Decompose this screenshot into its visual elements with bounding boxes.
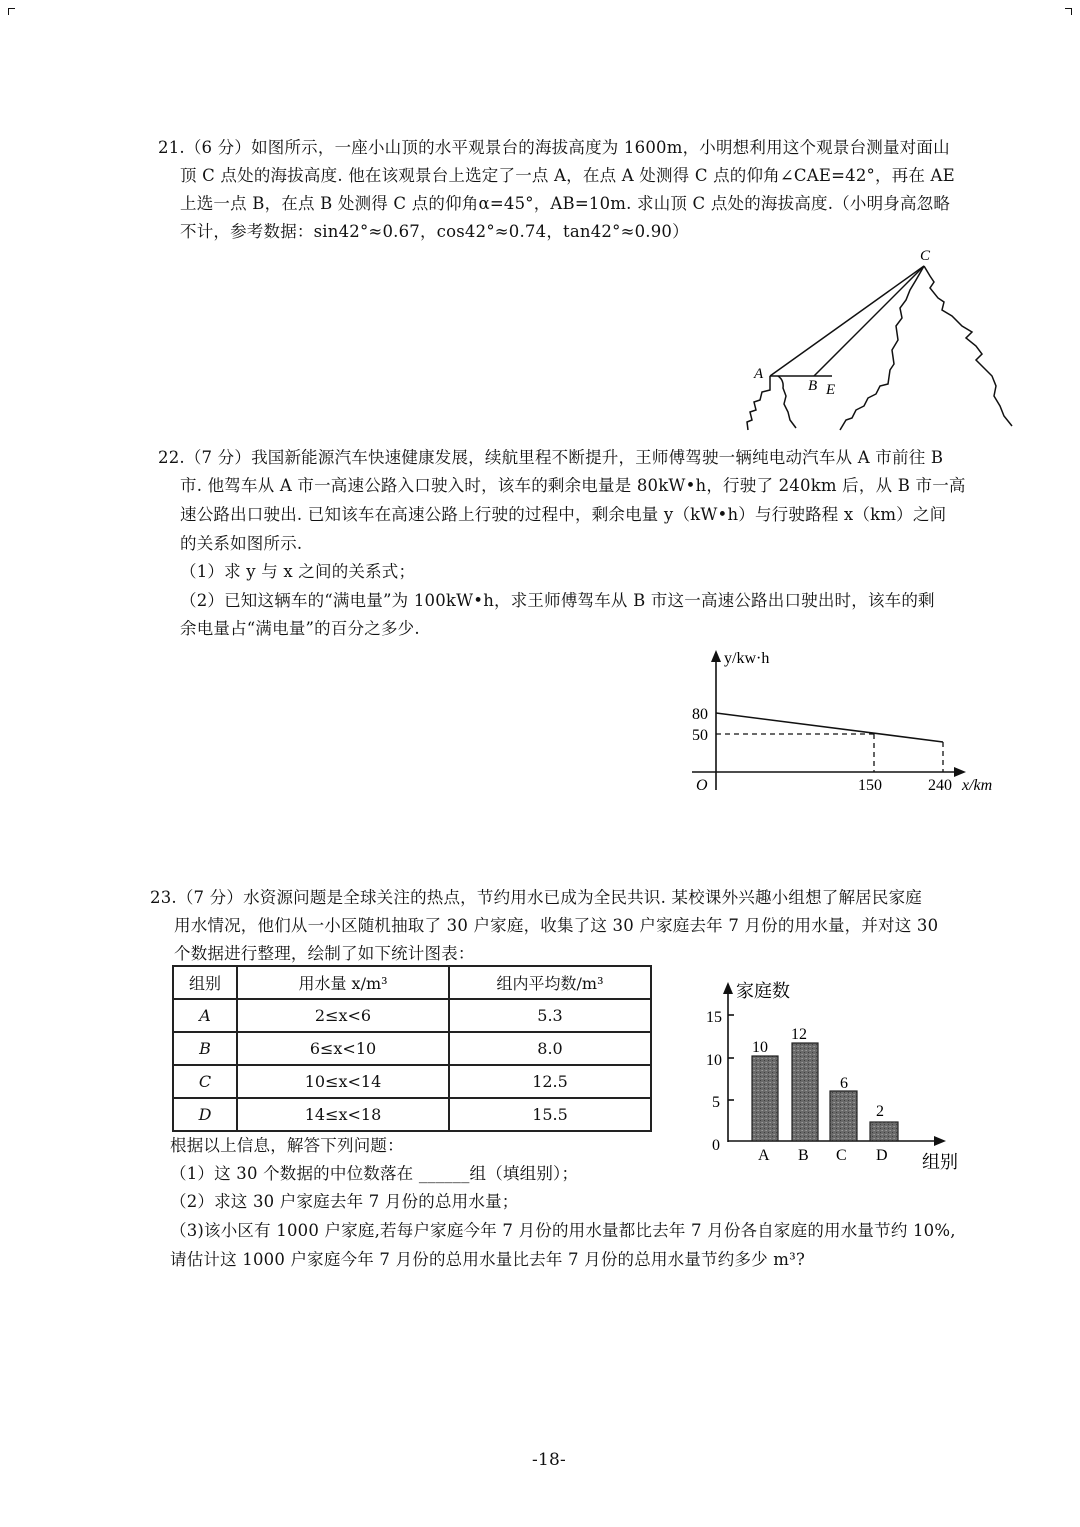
q22-line: 22.（7 分）我国新能源汽车快速健康发展，续航里程不断提升，王师傅驾驶一辆纯电动汽车从 A 市前往 B	[158, 448, 944, 467]
q23-line: 23.（7 分）水资源问题是全球关注的热点，节约用水已成为全民共识. 某校课外兴趣小组想了解居民家庭	[150, 888, 922, 907]
cell-group: D	[173, 1098, 237, 1131]
q22-subquestion-2: （2）已知这辆车的“满电量”为 100kW•h，求王师傅驾车从 B 市这一高速公路出口驶出时，该车的剩	[180, 591, 935, 610]
bar-b	[792, 1043, 818, 1141]
label-c: C	[920, 248, 931, 264]
q21-line: 顶 C 点处的海拔高度. 他在该观景台上选定了一点 A，在点 A 处测得 C 点的仰角∠CAE=42°，再在 AE	[180, 166, 955, 185]
x-tick-a: A	[758, 1147, 770, 1164]
q22-line: 余电量占“满电量”的百分之多少.	[180, 619, 420, 638]
x-tick-c: C	[836, 1147, 847, 1164]
q21-line: 不计，参考数据：sin42°≈0.67，cos42°≈0.74，tan42°≈0.90）	[180, 222, 689, 241]
x-tick-150: 150	[858, 777, 882, 794]
header-group: 组别	[173, 966, 237, 999]
label-b: B	[808, 378, 818, 394]
bar-a	[752, 1056, 778, 1141]
y-axis-label: y/kw·h	[724, 650, 770, 667]
y-tick-15: 15	[706, 1009, 722, 1026]
label-e: E	[826, 382, 836, 398]
y-tick-5: 5	[712, 1094, 720, 1111]
bar-d	[870, 1122, 898, 1141]
scan-corner	[1065, 8, 1072, 15]
bar-label-d: 2	[876, 1103, 884, 1120]
table-row	[173, 1098, 651, 1131]
bar-c	[830, 1091, 857, 1141]
table-header-row	[173, 966, 651, 999]
x-tick-240: 240	[928, 777, 952, 794]
y-axis-arrow-icon	[711, 650, 721, 662]
q22-subquestion-1: （1）求 y 与 x 之间的关系式；	[180, 562, 416, 581]
cell-mean: 8.0	[449, 1032, 651, 1065]
scan-corner	[8, 8, 15, 15]
y-axis-arrow-icon	[723, 982, 733, 994]
battery-line-chart	[670, 640, 1020, 810]
household-bar-chart	[690, 970, 980, 1180]
x-tick-d: D	[876, 1147, 888, 1164]
q23-subquestion-1: （1）这 30 个数据的中位数落在 ______组（填组别）；	[170, 1164, 579, 1183]
q23-instructions: 根据以上信息，解答下列问题：	[170, 1136, 404, 1155]
x-axis-label: x/km	[962, 777, 993, 794]
table-row	[173, 999, 651, 1032]
cell-range: 2≤x<6	[237, 999, 449, 1032]
header-mean: 组内平均数/m³	[449, 966, 651, 999]
q23-subquestion-2: （2）求这 30 户家庭去年 7 月份的总用水量；	[170, 1192, 519, 1211]
label-a: A	[754, 366, 764, 382]
mountain-figure	[730, 240, 1030, 440]
x-axis-arrow-icon	[934, 1136, 946, 1146]
water-usage-table	[172, 965, 652, 1132]
cell-range: 14≤x<18	[237, 1098, 449, 1131]
x-axis-label: 组别	[922, 1152, 958, 1172]
q23-subquestion-3-cont: 请估计这 1000 户家庭今年 7 月份的总用水量比去年 7 月份的总用水量节约多少 m³?	[170, 1250, 806, 1269]
cell-range: 6≤x<10	[237, 1032, 449, 1065]
q23-subquestion-3: （3)该小区有 1000 户家庭,若每户家庭今年 7 月份的用水量都比去年 7 月份各自家庭的用水量节约 10%,	[170, 1221, 956, 1240]
q22-line: 的关系如图所示.	[180, 534, 303, 553]
table-row	[173, 1065, 651, 1098]
q21-line: 21.（6 分）如图所示，一座小山顶的水平观景台的海拔高度为 1600m，小明想利用这个观景台测量对面山	[158, 138, 950, 157]
cell-range: 10≤x<14	[237, 1065, 449, 1098]
q22-line: 市. 他驾车从 A 市一高速公路入口驶入时，该车的剩余电量是 80kW•h，行驶了 240km 后，从 B 市一高	[180, 476, 966, 495]
header-usage: 用水量 x/m³	[237, 966, 449, 999]
y-tick-0: 0	[712, 1137, 720, 1154]
cell-mean: 15.5	[449, 1098, 651, 1131]
page-number: -18-	[532, 1450, 566, 1470]
cell-mean: 12.5	[449, 1065, 651, 1098]
cell-group: B	[173, 1032, 237, 1065]
q23-line: 用水情况，他们从一小区随机抽取了 30 户家庭，收集了这 30 户家庭去年 7 月份的用水量，并对这 30	[174, 916, 939, 935]
x-tick-b: B	[798, 1147, 809, 1164]
q22-line: 速公路出口驶出. 已知该车在高速公路上行驶的过程中，剩余电量 y（kW•h）与行驶路程 x（km）之间	[180, 505, 947, 524]
x-axis-arrow-icon	[954, 767, 966, 777]
origin-label: O	[696, 777, 708, 794]
q21-line: 上选一点 B，在点 B 处测得 C 点的仰角α=45°，AB=10m. 求山顶 C 点处的海拔高度.（小明身高忽略	[180, 194, 951, 213]
q23-line: 个数据进行整理，绘制了如下统计图表：	[174, 944, 475, 963]
cell-mean: 5.3	[449, 999, 651, 1032]
battery-line	[716, 713, 943, 742]
cell-group: C	[173, 1065, 237, 1098]
y-tick-80: 80	[692, 706, 708, 723]
bar-label-b: 12	[791, 1026, 807, 1043]
y-tick-10: 10	[706, 1052, 722, 1069]
table-row	[173, 1032, 651, 1065]
bar-label-a: 10	[752, 1039, 768, 1056]
y-tick-50: 50	[692, 727, 708, 744]
cell-group: A	[173, 999, 237, 1032]
bar-label-c: 6	[840, 1075, 848, 1092]
y-axis-label: 家庭数	[736, 981, 790, 1001]
